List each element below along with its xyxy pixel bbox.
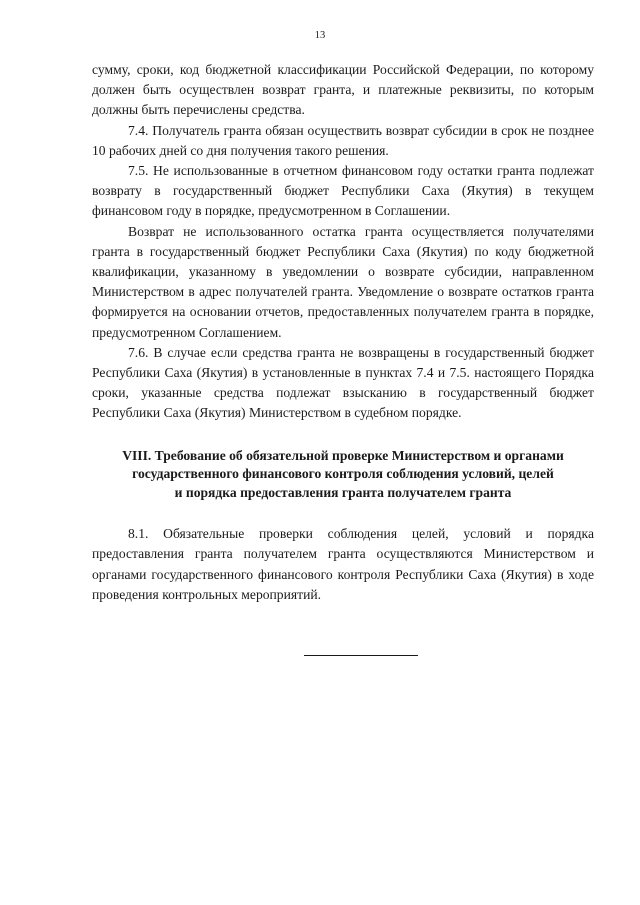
paragraph-7-6: 7.6. В случае если средства гранта не возвращены в государственный бюджет Республики Саха (Якутия) в установленные в пунктах 7.4 и 7.5. настоящего Порядка сроки, указанные средства подлежат взысканию в государственный бюджет Республики Саха (Якутия) Министерством в судебном порядке. [92,344,594,421]
paragraph-7-5: 7.5. Не использованные в отчетном финансовом году остатки гранта подлежат возврату в государственный бюджет Республики Саха (Якутия) в текущем финансовом году в порядке, предусмотренном в Соглашении. [92,163,594,219]
document-body [92,60,594,605]
section-heading [92,447,594,503]
section-heading-line: государственного финансового контроля соблюдения условий, целей [132,466,554,482]
section-heading-line: и порядка предоставления гранта получателем гранта [174,484,512,500]
paragraph-return-remainder: Возврат не использованного остатка гранта осуществляется получателями гранта в государственный бюджет Республики Саха (Якутия) по коду бюджетной квалификации, указанному в уведомлении о возврате субсидии, направленном Министерством в адрес получателей гранта. Уведомление о возврате остатков гранта формируется на основании отчетов, предоставленных получателем гранта в порядке, предусмотренном Соглашением. [92,223,594,340]
paragraph-continuation: сумму, сроки, код бюджетной классификации Российской Федерации, по которому должен быть осуществлен возврат гранта, и платежные реквизиты, по которым должны быть перечислены средства. [92,62,594,118]
section-heading-line: VIII. Требование об обязательной проверке Министерством и органами [122,447,564,463]
paragraph-7-4: 7.4. Получатель гранта обязан осуществить возврат субсидии в срок не позднее 10 рабочих дней со дня получения такого решения. [92,122,594,158]
paragraph-8-1: 8.1. Обязательные проверки соблюдения целей, условий и порядка предоставления гранта получателем гранта осуществляются Министерством и органами государственного финансового контроля Республики Саха (Якутия) в ходе проведения контрольных мероприятий. [92,526,594,602]
closing-rule [304,655,418,656]
spacer [92,502,594,524]
page-number: 13 [314,30,326,41]
